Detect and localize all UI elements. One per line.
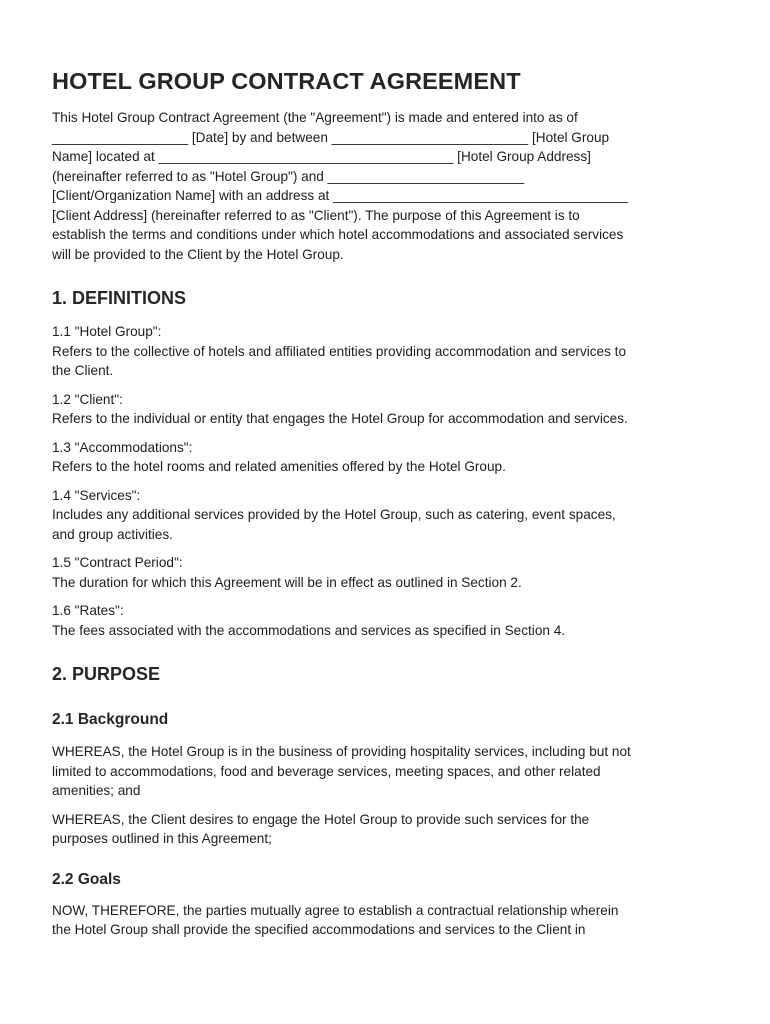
intro-line: [Client/Organization Name] with an address at _______________________________________ [52, 188, 628, 203]
definition-text: the Client. [52, 363, 114, 378]
definition-term: 1.2 "Client": [52, 391, 123, 407]
intro-line: will be provided to the Client by the Hotel Group. [52, 246, 344, 262]
definition-item [52, 322, 720, 381]
intro-line: (hereinafter referred to as "Hotel Group") and __________________________ [52, 168, 525, 184]
document-page [52, 68, 720, 940]
intro-paragraph [52, 108, 720, 264]
definition-term: 1.3 "Accommodations": [52, 439, 193, 455]
section-heading-purpose: 2. PURPOSE [52, 664, 161, 684]
background-paragraph [52, 742, 720, 801]
paragraph-line: purposes outlined in this Agreement; [52, 831, 272, 846]
definition-term: 1.6 "Rates": [52, 603, 124, 618]
intro-line: This Hotel Group Contract Agreement (the "Agreement") is made and entered into as of [52, 110, 578, 125]
definition-term: 1.4 "Services": [52, 487, 141, 503]
intro-line: [Client Address] (hereinafter referred to as "Client"). The purpose of this Agreement is to [52, 207, 580, 223]
definition-text: Refers to the hotel rooms and related amenities offered by the Hotel Group. [52, 459, 506, 474]
paragraph-line: WHEREAS, the Hotel Group is in the business of providing hospitality services, including but not [52, 744, 631, 759]
definition-term: 1.5 "Contract Period": [52, 555, 183, 570]
section-heading-definitions: 1. DEFINITIONS [52, 288, 187, 308]
subsection-heading-goals: 2.2 Goals [52, 870, 121, 888]
definition-item [52, 390, 720, 429]
paragraph-line: limited to accommodations, food and beverage services, meeting spaces, and other related [52, 763, 601, 779]
intro-line: Name] located at _______________________________________ [Hotel Group Address] [52, 149, 591, 164]
goals-paragraph [52, 901, 720, 940]
definition-term: 1.1 "Hotel Group": [52, 324, 162, 339]
document-title: HOTEL GROUP CONTRACT AGREEMENT [52, 68, 521, 94]
intro-line: __________________ [Date] by and between __________________________ [Hotel Group [52, 129, 610, 145]
paragraph-line: amenities; and [52, 783, 141, 798]
intro-line: establish the terms and conditions under which hotel accommodations and associated services [52, 227, 624, 242]
definition-text: and group activities. [52, 526, 173, 542]
definition-text: Refers to the individual or entity that engages the Hotel Group for accommodation and services. [52, 411, 628, 426]
definition-text: Includes any additional services provided by the Hotel Group, such as catering, event spaces, [52, 507, 616, 522]
background-paragraph [52, 810, 720, 849]
paragraph-line: NOW, THEREFORE, the parties mutually agree to establish a contractual relationship wherein [52, 902, 619, 918]
paragraph-line: WHEREAS, the Client desires to engage the Hotel Group to provide such services for the [52, 811, 590, 827]
definition-text: The fees associated with the accommodations and services as specified in Section 4. [52, 622, 566, 638]
subsection-heading-background: 2.1 Background [52, 711, 169, 728]
definition-item [52, 438, 720, 477]
paragraph-line: the Hotel Group shall provide the specified accommodations and services to the Client in [52, 922, 586, 937]
definition-text: Refers to the collective of hotels and affiliated entities providing accommodation and services to [52, 343, 627, 359]
definition-item [52, 601, 720, 640]
definition-item [52, 553, 720, 592]
definition-item [52, 486, 720, 545]
definition-text: The duration for which this Agreement will be in effect as outlined in Section 2. [52, 574, 522, 590]
